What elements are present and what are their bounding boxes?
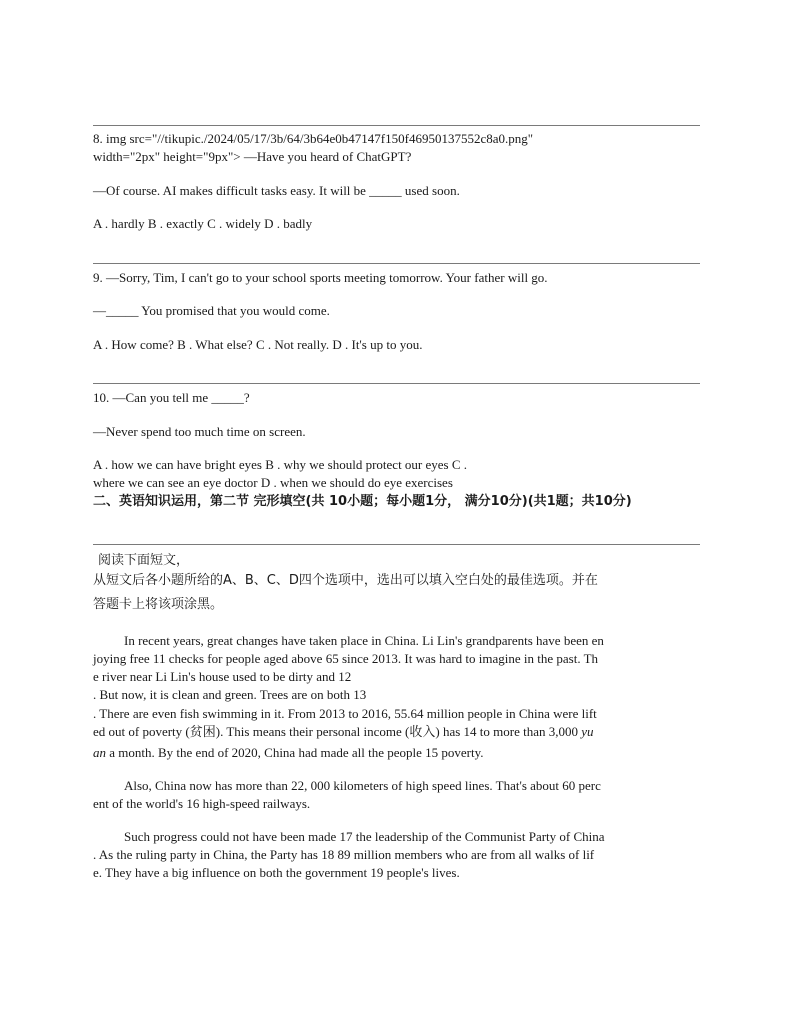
passage-italic-text: an — [93, 745, 106, 760]
instruction-line: 答题卡上将该项涂黑。 — [93, 597, 224, 612]
separator-rule — [93, 544, 700, 545]
passage-line: . There are even fish swimming in it. From 2013 to 2016, 55.64 million people in China were lift — [93, 706, 597, 721]
section-heading: 二、英语知识运用，第二节 完形填空(共 10小题；每小题1分， 满分10分)(共1题；共10分) — [93, 494, 632, 509]
passage-text: a month. By the end of 2020, China had made all the people 15 poverty. — [106, 745, 484, 760]
passage-line: Such progress could not have been made 17 the leadership of the Communist Party of China — [124, 829, 605, 844]
passage-line: joying free 11 checks for people aged above 65 since 2013. It was hard to imagine in the past. Th — [93, 651, 599, 666]
question-9-reply: —_____ You promised that you would come. — [93, 303, 330, 318]
passage-line: . As the ruling party in China, the Party has 18 89 million members who are from all walks of lif — [93, 847, 595, 862]
question-8-reply: —Of course. AI makes difficult tasks easy. It will be _____ used soon. — [93, 183, 460, 198]
passage-italic-text: yu — [581, 724, 594, 739]
separator-rule — [93, 263, 700, 264]
passage-line: Also, China now has more than 22, 000 kilometers of high speed lines. That's about 60 perc — [124, 778, 601, 793]
instruction-line: 从短文后各小题所给的A、B、C、D四个选项中，选出可以填入空白处的最佳选项。并在 — [93, 573, 598, 588]
instruction-line: 阅读下面短文， — [98, 553, 190, 568]
passage-line: e. They have a big influence on both the government 19 people's lives. — [93, 865, 460, 880]
question-10-options: A . how we can have bright eyes B . why we should protect our eyes C . — [93, 457, 468, 472]
question-8-options: A . hardly B . exactly C . widely D . badly — [93, 216, 313, 231]
question-10-reply: —Never spend too much time on screen. — [93, 424, 306, 439]
passage-line — [93, 745, 484, 761]
separator-rule — [93, 125, 700, 126]
question-10-stem: 10. —Can you tell me _____? — [93, 390, 250, 405]
question-8-stem-continued: width="2px" height="9px"> —Have you heard of ChatGPT? — [93, 149, 412, 164]
question-9-stem: 9. —Sorry, Tim, I can't go to your school sports meeting tomorrow. Your father will go. — [93, 270, 548, 285]
question-10-options-continued: where we can see an eye doctor D . when we should do eye exercises — [93, 475, 453, 490]
question-8-stem: 8. img src="//tikupic./2024/05/17/3b/64/3b64e0b47147f150f46950137552c8a0.png" — [93, 131, 534, 146]
passage-line: In recent years, great changes have taken place in China. Li Lin's grandparents have been en — [124, 633, 604, 648]
passage-line: . But now, it is clean and green. Trees are on both 13 — [93, 687, 367, 702]
passage-line: e river near Li Lin's house used to be dirty and 12 — [93, 669, 352, 684]
passage-text: ed out of poverty (贫困). This means their personal income (收入) has 14 to more than 3,000 — [93, 724, 578, 739]
question-9-options: A . How come? B . What else? C . Not really. D . It's up to you. — [93, 337, 423, 352]
passage-line: ent of the world's 16 high-speed railways. — [93, 796, 311, 811]
separator-rule — [93, 383, 700, 384]
passage-line — [93, 724, 594, 740]
